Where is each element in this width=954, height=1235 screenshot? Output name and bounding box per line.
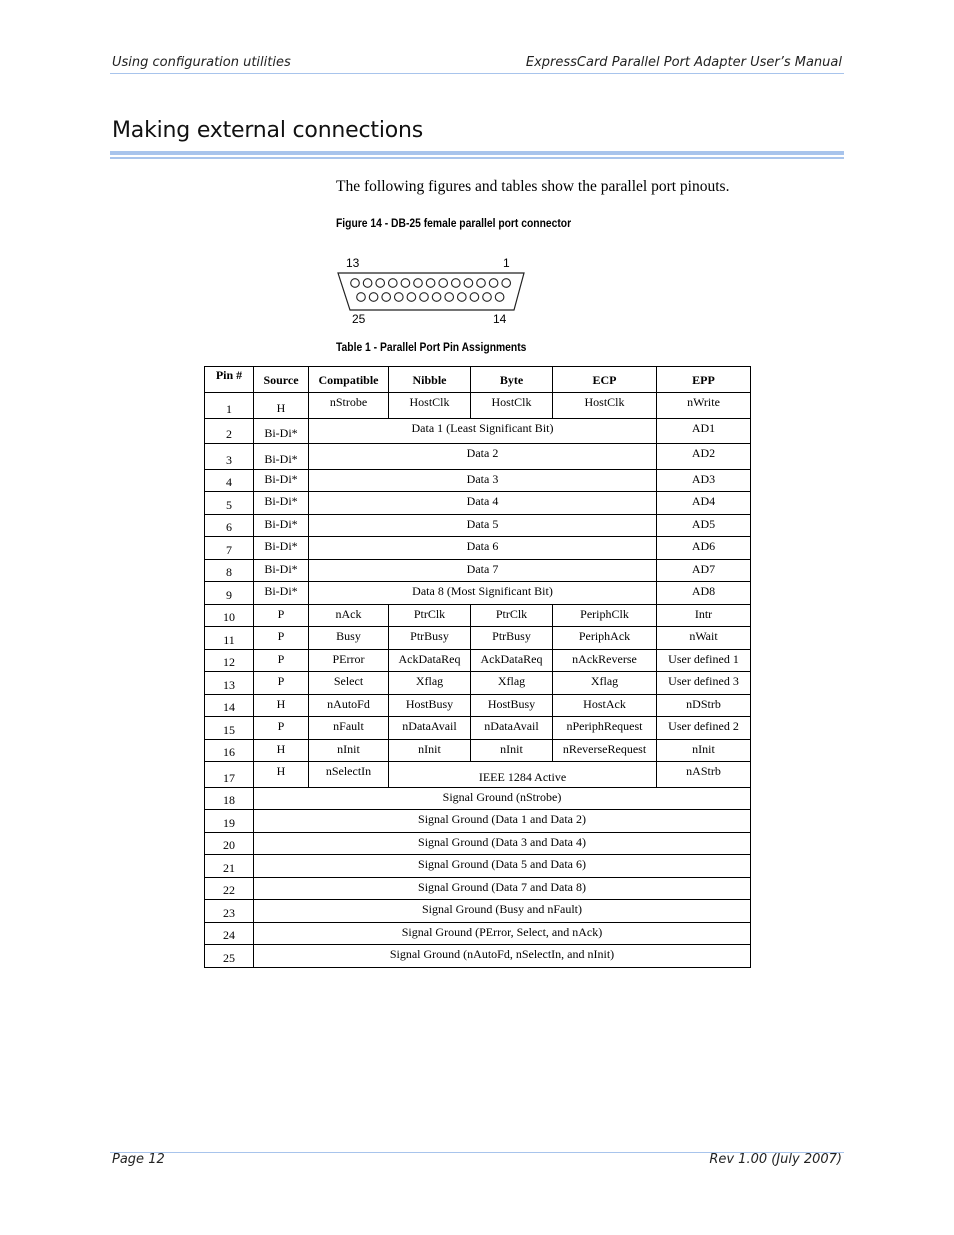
cell-compatible: nFault [309, 717, 389, 740]
cell-source: P [254, 604, 309, 627]
cell-source: Bi-Di* [254, 444, 309, 470]
cell-source: Bi-Di* [254, 537, 309, 560]
header-divider [110, 73, 844, 74]
cell-nibble: PtrBusy [389, 627, 471, 650]
cell-data-merged: Data 6 [309, 537, 657, 560]
cell-epp: AD4 [657, 492, 751, 515]
table-row [205, 900, 751, 923]
pin-number-cell: 6 [205, 514, 254, 537]
table-row [205, 832, 751, 855]
table-row [205, 582, 751, 605]
pin-number-cell: 14 [205, 694, 254, 717]
pin-number-cell: 13 [205, 672, 254, 695]
top-row-pin-hole [439, 279, 448, 288]
cell-signal-ground: Signal Ground (nAutoFd, nSelectIn, and nInit) [254, 945, 751, 968]
table-row [205, 922, 751, 945]
cell-nibble: HostBusy [389, 694, 471, 717]
cell-epp: AD3 [657, 469, 751, 492]
pin-number-cell: 22 [205, 877, 254, 900]
cell-byte: Xflag [471, 672, 553, 695]
cell-source: Bi-Di* [254, 514, 309, 537]
cell-source: H [254, 393, 309, 419]
table-row [205, 787, 751, 810]
table-row [205, 945, 751, 968]
table-row [205, 627, 751, 650]
cell-epp: AD1 [657, 418, 751, 444]
col-header-byte: Byte [471, 367, 553, 393]
cell-nibble: Xflag [389, 672, 471, 695]
pin-number-cell: 7 [205, 537, 254, 560]
pin-label-25: 25 [352, 312, 366, 326]
pin-number-cell: 1 [205, 393, 254, 419]
cell-data-merged: Data 4 [309, 492, 657, 515]
table-row [205, 418, 751, 444]
cell-source: Bi-Di* [254, 582, 309, 605]
cell-ecp: HostClk [553, 393, 657, 419]
table-header-row [205, 367, 751, 393]
cell-nibble: AckDataReq [389, 649, 471, 672]
bottom-row-pin-hole [357, 293, 366, 302]
cell-nibble: HostClk [389, 393, 471, 419]
table-row [205, 537, 751, 560]
cell-signal-ground: Signal Ground (Data 5 and Data 6) [254, 855, 751, 878]
top-row-pin-hole [464, 279, 473, 288]
cell-compatible: Busy [309, 627, 389, 650]
table-row [205, 444, 751, 470]
cell-data-merged: Data 3 [309, 469, 657, 492]
cell-source: H [254, 694, 309, 717]
cell-source: Bi-Di* [254, 469, 309, 492]
cell-epp: AD7 [657, 559, 751, 582]
top-row-pin-hole [426, 279, 435, 288]
pin-number-cell: 4 [205, 469, 254, 492]
bottom-row-pin-hole [470, 293, 479, 302]
pin-number-cell: 17 [205, 762, 254, 788]
cell-source: P [254, 649, 309, 672]
bottom-row-pin-hole [407, 293, 416, 302]
page-number: Page 12 [112, 1152, 165, 1167]
db25-connector-diagram [336, 254, 536, 330]
cell-signal-ground: Signal Ground (Data 3 and Data 4) [254, 832, 751, 855]
cell-epp: nWait [657, 627, 751, 650]
cell-compatible: nAutoFd [309, 694, 389, 717]
cell-source: P [254, 717, 309, 740]
pin-number-cell: 21 [205, 855, 254, 878]
figure-caption: Figure 14 - DB-25 female parallel port connector [336, 216, 572, 230]
cell-signal-ground: Signal Ground (Busy and nFault) [254, 900, 751, 923]
pin-number-cell: 23 [205, 900, 254, 923]
bottom-row-pin-hole [445, 293, 454, 302]
table-row [205, 393, 751, 419]
cell-byte: HostClk [471, 393, 553, 419]
table-row [205, 672, 751, 695]
cell-epp: User defined 1 [657, 649, 751, 672]
bottom-row-pin-hole [458, 293, 467, 302]
col-header-epp: EPP [657, 367, 751, 393]
cell-ecp: nReverseRequest [553, 739, 657, 762]
col-header-nibble: Nibble [389, 367, 471, 393]
pin-number-cell: 2 [205, 418, 254, 444]
pin-number-cell: 25 [205, 945, 254, 968]
bottom-row-pin-hole [420, 293, 429, 302]
top-row-pin-hole [376, 279, 385, 288]
pin-number-cell: 9 [205, 582, 254, 605]
cell-data-merged: Data 2 [309, 444, 657, 470]
cell-epp: nInit [657, 739, 751, 762]
pin-number-cell: 18 [205, 787, 254, 810]
intro-paragraph: The following figures and tables show the parallel port pinouts. [336, 178, 730, 195]
cell-ecp: nAckReverse [553, 649, 657, 672]
table-row [205, 559, 751, 582]
table-row [205, 514, 751, 537]
cell-epp: User defined 2 [657, 717, 751, 740]
table-row [205, 604, 751, 627]
cell-signal-ground: Signal Ground (PError, Select, and nAck) [254, 922, 751, 945]
top-row-pin-hole [502, 279, 511, 288]
pin-number-cell: 11 [205, 627, 254, 650]
table-row [205, 810, 751, 833]
cell-compatible: nAck [309, 604, 389, 627]
top-row-pin-hole [489, 279, 498, 288]
top-row-pin-hole [477, 279, 486, 288]
top-row-pin-hole [389, 279, 398, 288]
running-header-section: Using configuration utilities [112, 55, 291, 70]
cell-compatible: nStrobe [309, 393, 389, 419]
bottom-row-pin-hole [432, 293, 441, 302]
top-row-pin-hole [363, 279, 372, 288]
cell-ecp: Xflag [553, 672, 657, 695]
pin-assignment-table [204, 366, 751, 968]
cell-source: P [254, 627, 309, 650]
cell-compatible: Select [309, 672, 389, 695]
top-row-pin-hole [401, 279, 410, 288]
cell-epp: User defined 3 [657, 672, 751, 695]
cell-ecp: nPeriphRequest [553, 717, 657, 740]
cell-ieee-merged: IEEE 1284 Active [389, 762, 657, 788]
pin-label-13: 13 [346, 256, 360, 270]
top-row-pin-hole [351, 279, 360, 288]
cell-epp: nWrite [657, 393, 751, 419]
cell-signal-ground: Signal Ground (Data 1 and Data 2) [254, 810, 751, 833]
cell-epp: Intr [657, 604, 751, 627]
table-row [205, 762, 751, 788]
cell-source: Bi-Di* [254, 418, 309, 444]
page-title: Making external connections [112, 118, 424, 143]
pin-number-cell: 16 [205, 739, 254, 762]
table-row [205, 649, 751, 672]
cell-epp: AD5 [657, 514, 751, 537]
table-row [205, 855, 751, 878]
cell-epp: AD6 [657, 537, 751, 560]
cell-data-merged: Data 7 [309, 559, 657, 582]
cell-source: Bi-Di* [254, 492, 309, 515]
cell-ecp: PeriphAck [553, 627, 657, 650]
pin-number-cell: 20 [205, 832, 254, 855]
cell-source: P [254, 672, 309, 695]
cell-epp: AD2 [657, 444, 751, 470]
pin-label-14: 14 [493, 312, 507, 326]
bottom-row-pin-hole [483, 293, 492, 302]
bottom-row-pin-hole [369, 293, 378, 302]
top-row-pin-hole [414, 279, 423, 288]
cell-compatible: nInit [309, 739, 389, 762]
cell-byte: nDataAvail [471, 717, 553, 740]
cell-byte: nInit [471, 739, 553, 762]
table-row [205, 877, 751, 900]
pin-number-cell: 10 [205, 604, 254, 627]
pin-number-cell: 8 [205, 559, 254, 582]
bottom-row-pin-hole [495, 293, 504, 302]
cell-nibble: PtrClk [389, 604, 471, 627]
bottom-row-pin-hole [382, 293, 391, 302]
pin-number-cell: 19 [205, 810, 254, 833]
cell-source: Bi-Di* [254, 559, 309, 582]
cell-data-merged: Data 5 [309, 514, 657, 537]
cell-signal-ground: Signal Ground (nStrobe) [254, 787, 751, 810]
pin-number-cell: 3 [205, 444, 254, 470]
table-row [205, 717, 751, 740]
running-header-manual-title: ExpressCard Parallel Port Adapter User’s Manual [525, 55, 842, 70]
col-header-ecp: ECP [553, 367, 657, 393]
cell-byte: PtrBusy [471, 627, 553, 650]
cell-signal-ground: Signal Ground (Data 7 and Data 8) [254, 877, 751, 900]
cell-nibble: nInit [389, 739, 471, 762]
revision-label: Rev 1.00 (July 2007) [709, 1152, 842, 1167]
cell-epp: nAStrb [657, 762, 751, 788]
table-row [205, 694, 751, 717]
title-underline [110, 151, 844, 155]
top-row-pin-hole [452, 279, 461, 288]
col-header-compatible: Compatible [309, 367, 389, 393]
pin-number-cell: 15 [205, 717, 254, 740]
cell-ecp: HostAck [553, 694, 657, 717]
cell-data-merged: Data 1 (Least Significant Bit) [309, 418, 657, 444]
pin-number-cell: 24 [205, 922, 254, 945]
table-row [205, 469, 751, 492]
table-caption: Table 1 - Parallel Port Pin Assignments [336, 340, 527, 354]
col-header-source: Source [254, 367, 309, 393]
pin-number-cell: 5 [205, 492, 254, 515]
cell-byte: PtrClk [471, 604, 553, 627]
cell-ecp: PeriphClk [553, 604, 657, 627]
pin-number-cell: 12 [205, 649, 254, 672]
cell-byte: HostBusy [471, 694, 553, 717]
cell-epp: nDStrb [657, 694, 751, 717]
title-underline-secondary [110, 157, 844, 159]
cell-source: H [254, 739, 309, 762]
col-header-pin: Pin # [205, 367, 254, 393]
bottom-row-pin-hole [395, 293, 404, 302]
cell-data-merged: Data 8 (Most Significant Bit) [309, 582, 657, 605]
cell-compatible: PError [309, 649, 389, 672]
table-row [205, 739, 751, 762]
cell-byte: AckDataReq [471, 649, 553, 672]
table-row [205, 492, 751, 515]
cell-epp: AD8 [657, 582, 751, 605]
cell-nibble: nDataAvail [389, 717, 471, 740]
cell-compatible: nSelectIn [309, 762, 389, 788]
pin-label-1: 1 [503, 256, 510, 270]
cell-source: H [254, 762, 309, 788]
